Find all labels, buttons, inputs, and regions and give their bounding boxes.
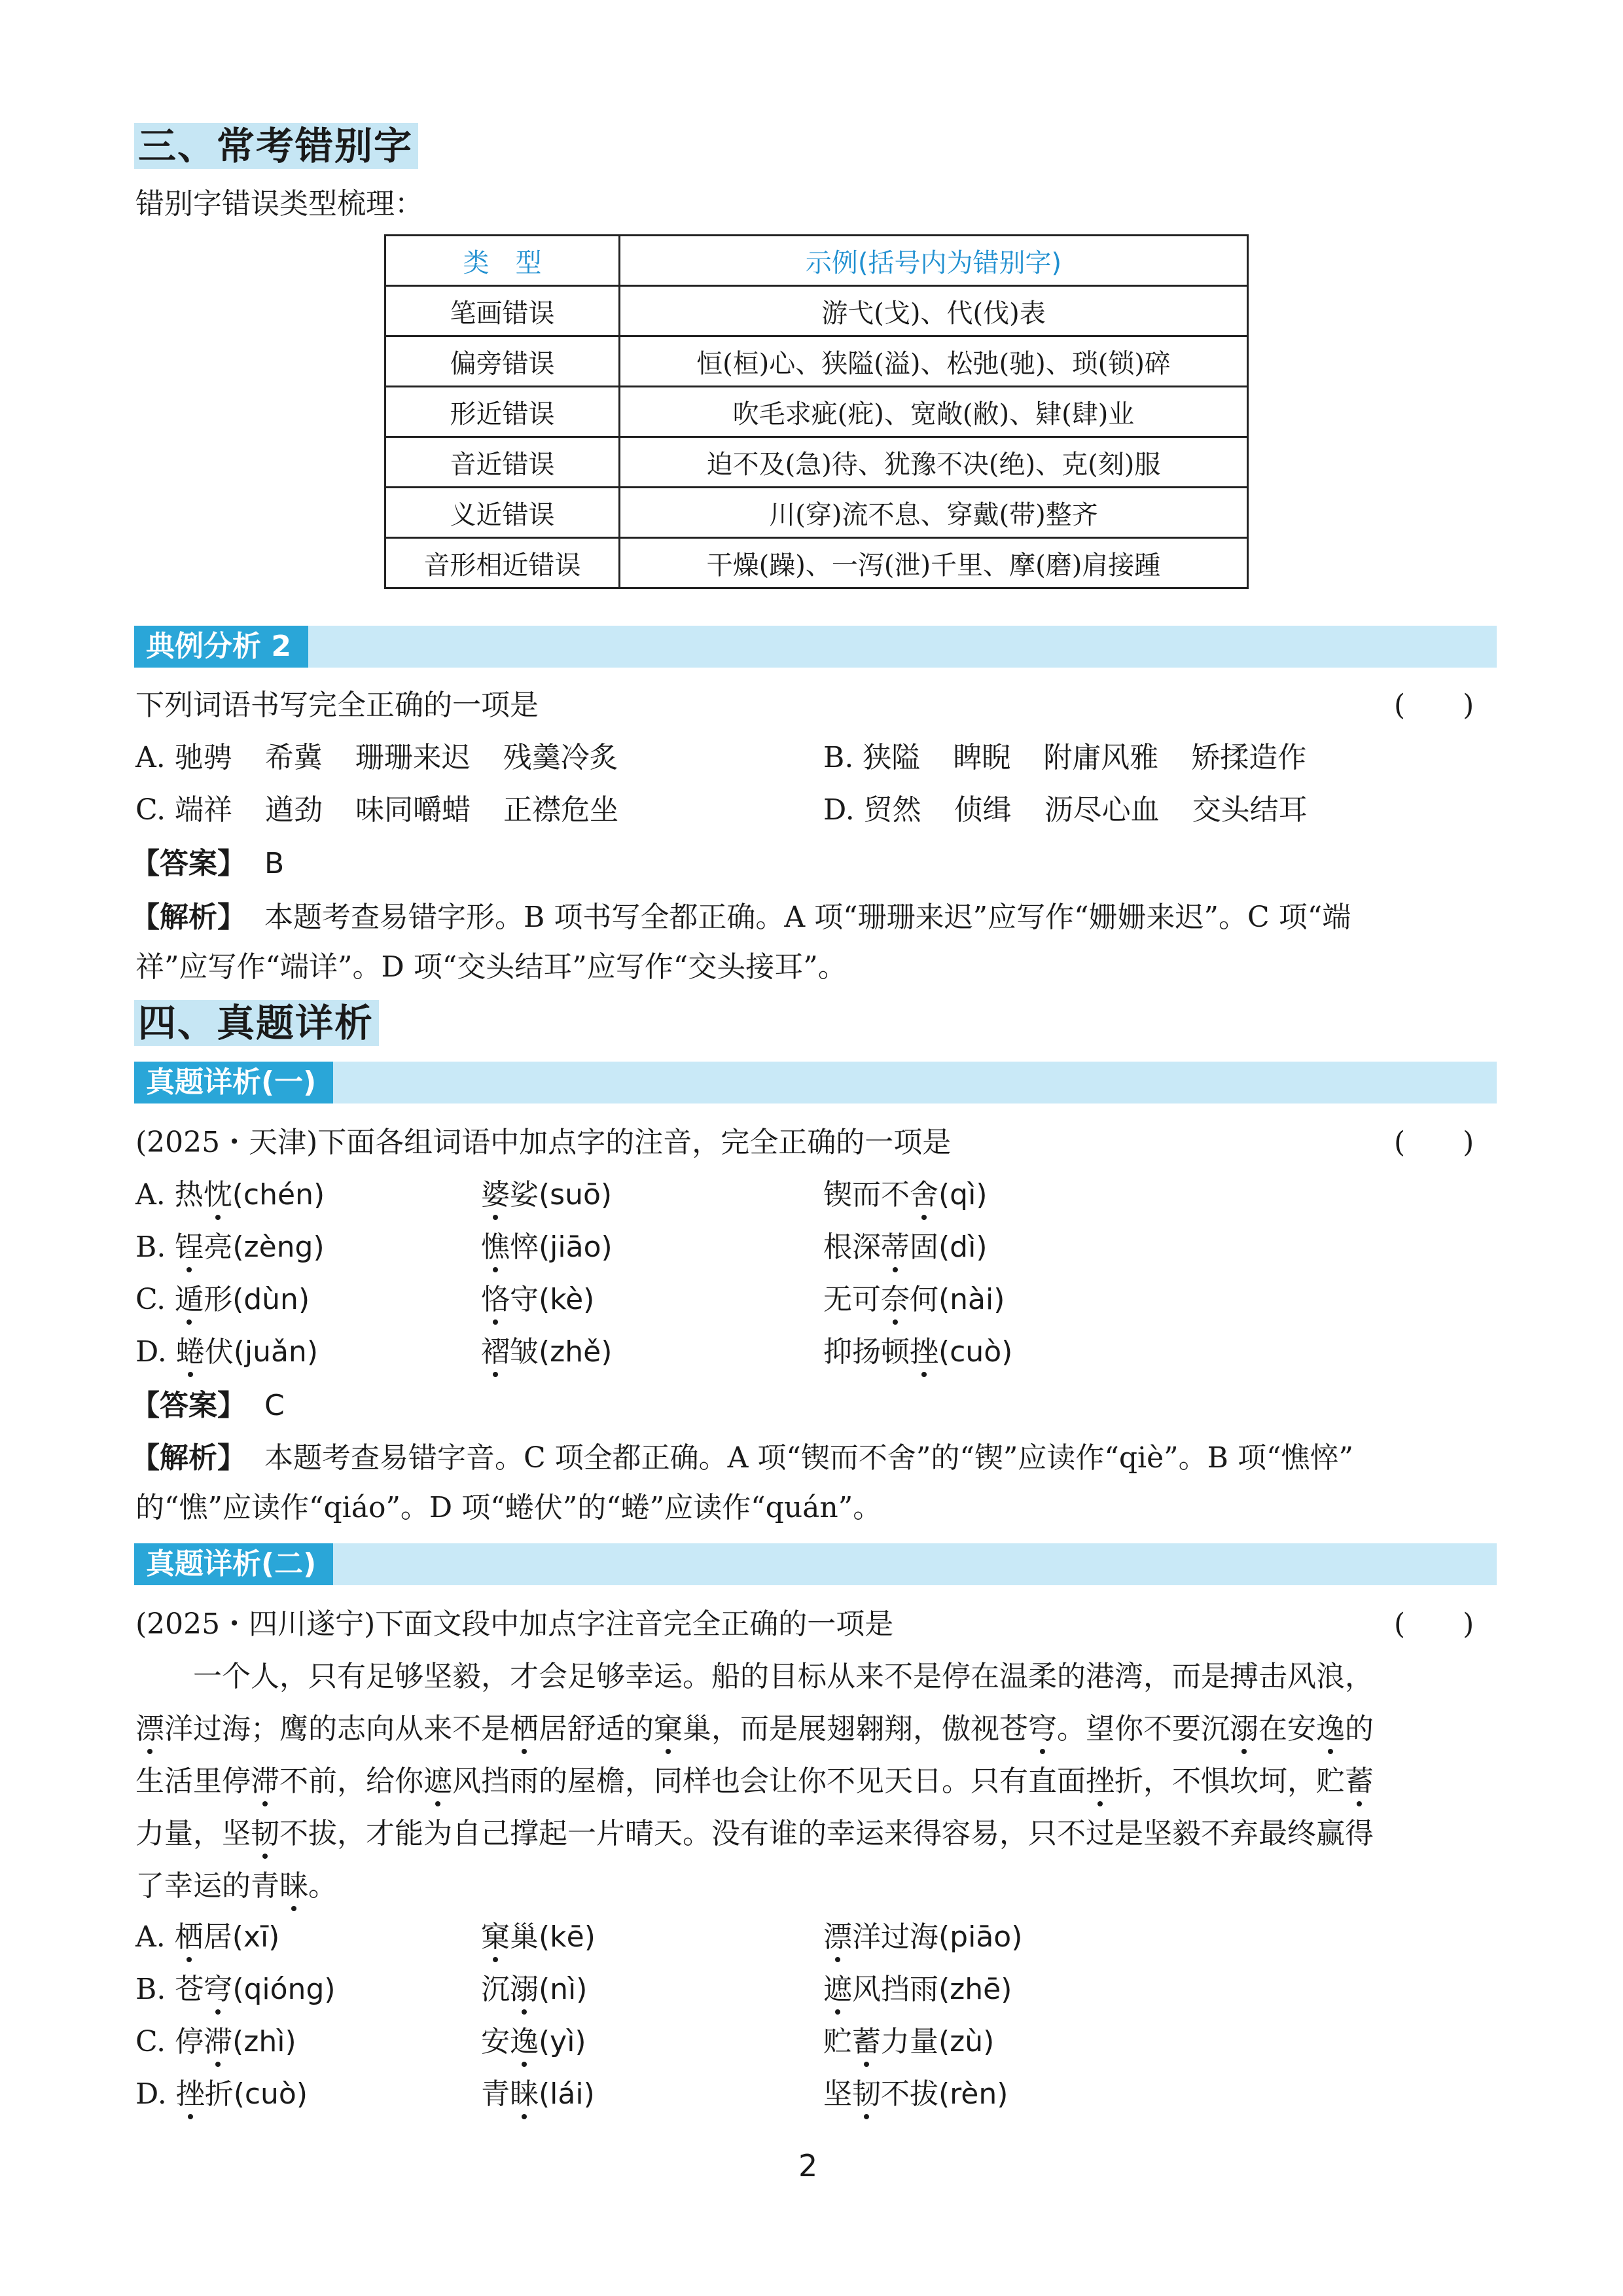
dotted-char: 漂 <box>135 1710 164 1749</box>
passage-text: 。望你不要沉 <box>1057 1712 1230 1746</box>
analysis-line-2: 的“憔”应读作“qiáo”。D 项“蜷伏”的“蜷”应读作“quán”。 <box>135 1491 882 1524</box>
table-header-row <box>385 236 1248 286</box>
passage-line <box>135 1710 1374 1749</box>
analysis-line-2: 祥”应写作“端详”。D 项“交头结耳”应写作“交头接耳”。 <box>135 950 847 984</box>
passage-text: 居舒适的 <box>539 1712 654 1746</box>
option-d-col1 <box>135 2075 308 2114</box>
dotted-char: 窠 <box>654 1710 683 1749</box>
analysis-text: 本题考查易错字形。B 项书写全都正确。A 项“珊珊来迟”应写作“姗姗来迟”。C 项“端 <box>264 901 1351 934</box>
option-text: 伏 <box>204 1335 234 1369</box>
dotted-char: 滞 <box>204 2022 232 2062</box>
dotted-char: 褶 <box>481 1333 510 1372</box>
pinyin: (suō) <box>539 1178 613 1211</box>
dotted-char: 睐 <box>510 2075 539 2114</box>
table-cell: 吹毛求疵(疪)、宽敞(敝)、肄(肆)业 <box>620 387 1248 437</box>
option-b-col2 <box>481 1970 587 2009</box>
passage-line: 一个人，只有足够坚毅，才会足够幸运。船的目标从来不是停在温柔的港湾，而是搏击风浪， <box>193 1660 1374 1693</box>
answer-line <box>131 1386 285 1426</box>
pinyin: (zhě) <box>539 1335 613 1369</box>
option-text: 沉 <box>481 1973 510 2006</box>
option-word: 残羹冷炙 <box>503 741 618 774</box>
dotted-char: 漂 <box>823 1918 852 1957</box>
option-text: 洋过海 <box>852 1920 938 1954</box>
answer-label: 【答案】 <box>131 847 246 880</box>
dotted-char: 蒂 <box>881 1228 910 1267</box>
option-word: 珊珊来迟 <box>355 741 471 774</box>
analysis-text: 本题考查易错字音。C 项全都正确。A 项“锲而不舍”的“锲”应读作“qiè”。B 项“憔悴” <box>264 1441 1353 1475</box>
pinyin: (chén) <box>232 1178 325 1211</box>
option-word: 交头结耳 <box>1192 793 1308 827</box>
answer-paren: ( ) <box>1394 689 1474 722</box>
option-d-col1 <box>135 1333 318 1372</box>
option-text: 折 <box>204 2077 234 2111</box>
option-word: 附庸风雅 <box>1043 741 1159 774</box>
pinyin: (zhē) <box>938 1973 1012 2006</box>
dotted-char: 奈 <box>881 1280 910 1319</box>
pinyin: (dùn) <box>232 1283 310 1316</box>
table-cell: 干燥(躁)、一泻(泄)千里、摩(磨)肩接踵 <box>620 538 1248 588</box>
option-text: 安 <box>481 2025 510 2058</box>
option-word: D. 贸然 <box>823 793 921 827</box>
option-text: 青 <box>481 2077 510 2111</box>
table-row <box>385 437 1248 488</box>
option-text: 何 <box>910 1283 938 1316</box>
dotted-char: 滞 <box>251 1762 279 1801</box>
section-title-4: 四、真题详析 <box>134 1000 379 1046</box>
option-text: 巢 <box>510 1920 539 1954</box>
pinyin: (yì) <box>539 2025 586 2058</box>
table-row <box>385 387 1248 437</box>
real-1-question: (2025・天津)下面各组词语中加点字的注音，完全正确的一项是 <box>135 1126 952 1159</box>
option-text: 无可 <box>823 1283 881 1316</box>
option-text: 不拔 <box>881 2077 938 2111</box>
option-text: D. <box>135 2077 176 2111</box>
table-row <box>385 538 1248 588</box>
real-2-question: (2025・四川遂宁)下面文段中加点字注音完全正确的一项是 <box>135 1607 894 1641</box>
option-text: 力量 <box>881 2025 938 2058</box>
page-number: 2 <box>798 2148 818 2183</box>
option-text: 抑扬顿 <box>823 1335 910 1369</box>
error-type-table <box>384 234 1249 589</box>
pinyin: (xī) <box>232 1920 280 1954</box>
passage-line <box>135 1867 337 1906</box>
option-a-col3 <box>823 1175 988 1215</box>
real-2-band <box>134 1543 1497 1585</box>
analysis-line-1 <box>131 1439 1353 1478</box>
option-c <box>135 791 618 830</box>
option-word: B. 狭隘 <box>823 741 921 774</box>
passage-text: 风挡雨的屋檐，同样也会让你不见天日。只有直面 <box>452 1765 1086 1798</box>
analysis-label: 【解析】 <box>131 901 246 934</box>
option-text: 根深 <box>823 1230 881 1264</box>
table-header-type: 类 型 <box>385 236 620 286</box>
dotted-char: 蜷 <box>176 1333 205 1372</box>
option-d-col2 <box>481 1333 612 1372</box>
option-c-col1 <box>135 2022 296 2062</box>
pinyin: (zhì) <box>232 2025 296 2058</box>
answer-value: B <box>264 847 285 880</box>
dotted-char: 韧 <box>251 1814 279 1854</box>
table-cell: 迫不及(急)待、犹豫不决(绝)、克(刻)服 <box>620 437 1248 488</box>
option-d-col3 <box>823 1333 1012 1372</box>
option-a <box>135 738 618 778</box>
option-c-col2 <box>481 2022 586 2062</box>
option-text: 贮 <box>823 2025 852 2058</box>
pinyin: (dì) <box>938 1230 988 1264</box>
pinyin: (zù) <box>938 2025 995 2058</box>
option-text: 亮 <box>204 1230 233 1264</box>
dotted-char: 舍 <box>910 1175 938 1215</box>
passage-text: 的 <box>1345 1712 1374 1746</box>
passage-text: 力量，坚 <box>135 1817 251 1850</box>
dotted-char: 挫 <box>910 1333 938 1372</box>
option-word: 睥睨 <box>953 741 1011 774</box>
option-text: 固 <box>910 1230 938 1264</box>
dotted-char: 憔 <box>481 1228 510 1267</box>
option-b-col1 <box>135 1970 336 2009</box>
option-d-col2 <box>481 2075 595 2114</box>
real-1-tag: 真题详析(一) <box>134 1062 333 1103</box>
dotted-char: 遮 <box>423 1762 452 1801</box>
option-text: 形 <box>204 1283 233 1316</box>
passage-text: 不前，给你 <box>279 1765 423 1798</box>
table-cell: 形近错误 <box>385 387 620 437</box>
dotted-char: 溺 <box>1230 1710 1258 1749</box>
dotted-char: 逸 <box>1316 1710 1345 1749</box>
table-cell: 音近错误 <box>385 437 620 488</box>
real-1-band <box>134 1062 1497 1103</box>
answer-paren: ( ) <box>1394 1607 1474 1641</box>
pinyin: (juǎn) <box>233 1335 318 1369</box>
dotted-char: 穹 <box>1028 1710 1057 1749</box>
table-cell: 川(穿)流不息、穿戴(带)整齐 <box>620 488 1248 538</box>
option-text: D. <box>135 1335 176 1369</box>
table-cell: 恒(桓)心、狭隘(溢)、松弛(驰)、琐(锁)碎 <box>620 336 1248 387</box>
dotted-char: 恪 <box>481 1280 510 1319</box>
option-c-col3 <box>823 2022 994 2062</box>
option-text: C. <box>135 1283 175 1316</box>
table-row <box>385 286 1248 336</box>
passage-text: 生活里停 <box>135 1765 251 1798</box>
option-a-col2 <box>481 1918 596 1957</box>
pinyin: (lái) <box>539 2077 595 2111</box>
option-text: 风挡雨 <box>852 1973 938 2006</box>
option-text: C. 停 <box>135 2025 204 2058</box>
pinyin: (kè) <box>539 1283 595 1316</box>
analysis-label: 【解析】 <box>131 1441 246 1475</box>
dotted-char: 穹 <box>204 1970 232 2009</box>
option-d-col3 <box>823 2075 1008 2114</box>
option-word: 遒劲 <box>265 793 323 827</box>
option-word: 沥尽心血 <box>1044 793 1160 827</box>
option-text: 守 <box>510 1283 539 1316</box>
passage-text: 了幸运的青 <box>135 1869 279 1903</box>
pinyin: (nài) <box>938 1283 1005 1316</box>
table-header-example: 示例(括号内为错别字) <box>620 236 1248 286</box>
passage-text: 不拔，才能为自己撑起一片晴天。没有谁的幸运来得容易，只不过是坚毅不弃最终赢得 <box>279 1817 1374 1850</box>
option-text: 悴 <box>510 1230 539 1264</box>
option-text: A. <box>135 1920 175 1954</box>
dotted-char: 锃 <box>175 1228 204 1267</box>
table-row <box>385 488 1248 538</box>
passage-line <box>135 1814 1374 1854</box>
table-row <box>385 336 1248 387</box>
passage-text: 在安 <box>1258 1712 1316 1746</box>
option-b-col3 <box>823 1970 1012 2009</box>
option-c-col1 <box>135 1280 310 1319</box>
option-a-col1 <box>135 1175 325 1215</box>
section-intro: 错别字错误类型梳理： <box>135 187 423 221</box>
option-b-col3 <box>823 1228 988 1267</box>
table-cell: 音形相近错误 <box>385 538 620 588</box>
option-text: 皱 <box>510 1335 539 1369</box>
option-text: 锲而不 <box>823 1178 910 1211</box>
pinyin: (jiāo) <box>539 1230 613 1264</box>
option-word: 正襟危坐 <box>503 793 619 827</box>
real-2-tag: 真题详析(二) <box>134 1543 333 1585</box>
example-2-question: 下列词语书写完全正确的一项是 <box>135 689 539 722</box>
dotted-char: 栖 <box>510 1710 539 1749</box>
dotted-char: 挫 <box>1086 1762 1115 1801</box>
option-a-col2 <box>481 1175 612 1215</box>
passage-text: 折，不惧坎坷，贮 <box>1115 1765 1345 1798</box>
analysis-line-1 <box>131 898 1351 937</box>
dotted-char: 蓄 <box>852 2022 881 2062</box>
dotted-char: 忱 <box>204 1175 232 1215</box>
example-2-band <box>134 626 1497 668</box>
option-a-col3 <box>823 1918 1022 1957</box>
pinyin: (kē) <box>539 1920 596 1954</box>
table-cell: 偏旁错误 <box>385 336 620 387</box>
option-text: B. 苍 <box>135 1973 204 2006</box>
option-b-col2 <box>481 1228 613 1267</box>
option-a-col1 <box>135 1918 279 1957</box>
answer-line <box>131 844 284 884</box>
option-word: A. 驰骋 <box>135 741 232 774</box>
answer-label: 【答案】 <box>131 1389 246 1422</box>
dotted-char: 窠 <box>481 1918 510 1957</box>
pinyin: (piāo) <box>938 1920 1023 1954</box>
option-text: A. 热 <box>135 1178 204 1211</box>
pinyin: (rèn) <box>938 2077 1008 2111</box>
passage-text: 。 <box>308 1869 337 1903</box>
section-title-3: 三、常考错别字 <box>134 123 418 169</box>
option-b <box>823 738 1306 778</box>
pinyin: (qì) <box>938 1178 988 1211</box>
dotted-char: 逸 <box>510 2022 539 2062</box>
option-word: 侦缉 <box>954 793 1012 827</box>
option-text: B. <box>135 1230 175 1264</box>
answer-value: C <box>264 1389 285 1422</box>
table-cell: 义近错误 <box>385 488 620 538</box>
pinyin: (qióng) <box>232 1973 336 2006</box>
pinyin: (cuò) <box>938 1335 1013 1369</box>
pinyin: (zèng) <box>232 1230 325 1264</box>
answer-paren: ( ) <box>1394 1126 1474 1159</box>
passage-line <box>135 1762 1374 1801</box>
option-c-col2 <box>481 1280 594 1319</box>
pinyin: (cuò) <box>233 2077 308 2111</box>
option-d <box>823 791 1308 830</box>
option-text: 居 <box>203 1920 232 1954</box>
option-text: 娑 <box>510 1178 539 1211</box>
dotted-char: 婆 <box>481 1175 510 1215</box>
dotted-char: 韧 <box>852 2075 881 2114</box>
dotted-char: 溺 <box>510 1970 539 2009</box>
option-b-col1 <box>135 1228 325 1267</box>
option-word: C. 端祥 <box>135 793 233 827</box>
dotted-char: 睐 <box>279 1867 308 1906</box>
option-word: 味同嚼蜡 <box>355 793 471 827</box>
passage-text: 巢，而是展翅翱翔，傲视苍 <box>683 1712 1028 1746</box>
dotted-char: 栖 <box>175 1918 204 1957</box>
dotted-char: 遮 <box>823 1970 852 2009</box>
table-cell: 笔画错误 <box>385 286 620 336</box>
option-c-col3 <box>823 1280 1005 1319</box>
table-cell: 游弋(戈)、代(伐)表 <box>620 286 1248 336</box>
dotted-char: 蓄 <box>1345 1762 1374 1801</box>
example-2-tag: 典例分析 2 <box>134 626 308 668</box>
option-text: 坚 <box>823 2077 852 2111</box>
option-word: 希冀 <box>264 741 323 774</box>
option-word: 矫揉造作 <box>1191 741 1307 774</box>
dotted-char: 遁 <box>175 1280 204 1319</box>
passage-text: 洋过海；鹰的志向从来不是 <box>164 1712 510 1746</box>
pinyin: (nì) <box>539 1973 588 2006</box>
dotted-char: 挫 <box>176 2075 205 2114</box>
